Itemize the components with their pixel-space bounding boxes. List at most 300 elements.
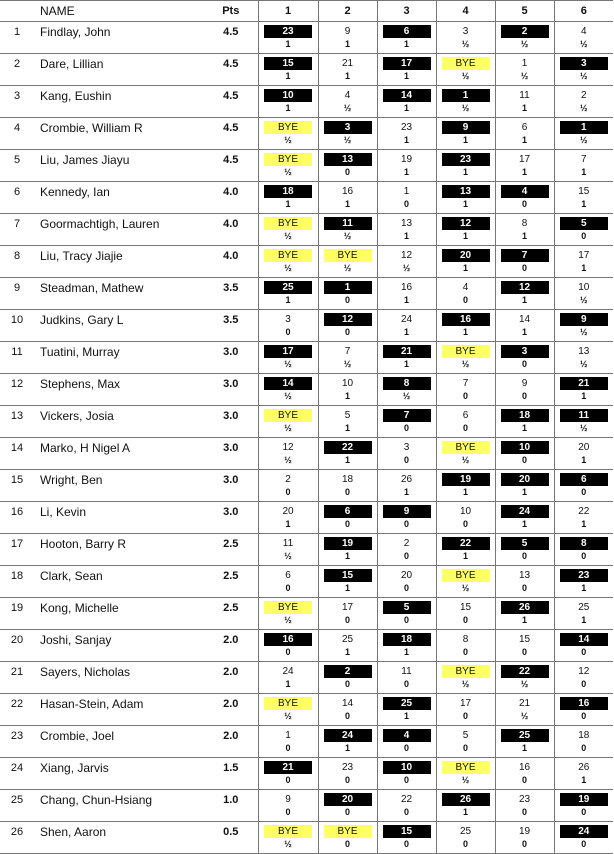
round-score: 1 [344,71,350,81]
player-name: Hasan-Stein, Adam [34,694,204,726]
round-score: 0 [403,423,409,433]
round-cell [318,182,377,214]
player-points: 3.5 [204,278,258,310]
round-score: 0 [403,199,409,209]
player-number: 25 [0,790,34,822]
opponent-number: 3 [560,57,608,70]
header-round-5: 5 [495,1,554,22]
round-score: 0 [403,775,409,785]
round-cell [495,534,554,566]
player-number: 21 [0,662,34,694]
player-row [0,662,613,694]
round-score: ½ [579,327,588,337]
player-number: 22 [0,694,34,726]
player-row [0,406,613,438]
bye-marker: BYE [264,249,312,262]
round-cell [495,182,554,214]
round-score: 1 [462,199,468,209]
opponent-number: 6 [383,25,431,38]
bye-marker: BYE [442,569,490,582]
opponent-number: 24 [324,729,372,742]
round-cell [377,758,436,790]
opponent-number: 23 [518,794,531,805]
opponent-number: 17 [383,57,431,70]
opponent-number: 15 [324,569,372,582]
opponent-number: 15 [383,825,431,838]
round-score: 0 [285,487,291,497]
round-cell [495,342,554,374]
round-score: 0 [581,839,587,849]
round-cell [258,214,318,246]
round-cell [554,214,613,246]
player-name: Crombie, Joel [34,726,204,758]
round-cell [258,54,318,86]
opponent-number: 12 [282,442,294,453]
opponent-number: 16 [442,313,490,326]
round-cell [258,758,318,790]
player-points: 4.0 [204,182,258,214]
bye-marker: BYE [442,761,490,774]
opponent-number: 22 [324,441,372,454]
opponent-number: 21 [560,377,608,390]
round-score: 1 [403,711,409,721]
player-points: 4.5 [204,86,258,118]
round-score: ½ [520,679,529,689]
opponent-number: 2 [403,538,410,549]
round-score: 0 [521,455,527,465]
opponent-number: 16 [341,186,354,197]
opponent-number: 10 [459,506,472,517]
player-name: Xiang, Jarvis [34,758,204,790]
header-round-4: 4 [436,1,495,22]
opponent-number: 26 [400,474,413,485]
opponent-number: 22 [400,794,413,805]
opponent-number: 19 [442,473,490,486]
round-cell [258,502,318,534]
round-score: 0 [344,167,350,177]
round-score: ½ [461,583,470,593]
opponent-number: 10 [264,89,312,102]
round-score: ½ [520,71,529,81]
opponent-number: 22 [442,537,490,550]
opponent-number: 15 [264,57,312,70]
round-cell [318,662,377,694]
round-score: 0 [581,679,587,689]
opponent-number: 19 [324,537,372,550]
player-row [0,470,613,502]
round-score: 1 [285,519,291,529]
round-score: 0 [581,551,587,561]
round-cell [436,182,495,214]
opponent-number: 7 [580,154,587,165]
round-cell [554,406,613,438]
round-score: 1 [344,455,350,465]
round-cell [377,342,436,374]
round-cell [554,534,613,566]
round-cell [554,502,613,534]
round-cell [318,598,377,630]
player-name: Shen, Aaron [34,822,204,854]
round-score: 1 [344,423,350,433]
opponent-number: 16 [400,282,413,293]
opponent-number: 13 [400,218,413,229]
opponent-number: 24 [400,314,413,325]
player-number: 19 [0,598,34,630]
round-cell [554,822,613,854]
round-score: ½ [461,679,470,689]
round-cell [554,54,613,86]
round-cell [554,694,613,726]
round-cell [258,630,318,662]
round-cell [495,214,554,246]
header-round-1: 1 [258,1,318,22]
round-score: ½ [284,263,292,273]
opponent-number: 7 [462,378,469,389]
round-cell [495,406,554,438]
round-cell [436,438,495,470]
round-cell [377,150,436,182]
round-score: 1 [285,199,291,209]
opponent-number: 17 [578,250,590,261]
round-cell [436,310,495,342]
player-points: 2.5 [204,598,258,630]
round-cell [495,790,554,822]
round-cell [554,438,613,470]
round-cell [377,694,436,726]
round-score: ½ [343,359,352,369]
opponent-number: 8 [383,377,431,390]
opponent-number: 19 [400,154,413,165]
opponent-number: 11 [560,409,608,422]
opponent-number: 20 [324,793,372,806]
round-score: 0 [462,647,468,657]
opponent-number: 4 [344,90,351,101]
opponent-number: 15 [459,602,472,613]
round-cell [258,86,318,118]
round-score: ½ [284,423,292,433]
round-cell [318,502,377,534]
opponent-number: 1 [285,730,291,741]
round-score: 0 [403,455,409,465]
round-cell [258,342,318,374]
round-score: 0 [581,743,587,753]
player-row [0,118,613,150]
opponent-number: 4 [580,26,587,37]
round-cell [554,726,613,758]
player-row [0,374,613,406]
opponent-number: 11 [324,217,372,230]
player-number: 4 [0,118,34,150]
round-score: 0 [521,839,527,849]
header-round-6: 6 [554,1,613,22]
round-cell [377,662,436,694]
round-score: 0 [344,807,350,817]
round-cell [377,278,436,310]
round-cell [377,598,436,630]
round-cell [554,278,613,310]
opponent-number: 5 [560,217,608,230]
round-score: 1 [403,103,409,113]
round-score: 0 [403,519,409,529]
round-cell [436,150,495,182]
opponent-number: 17 [264,345,312,358]
opponent-number: 21 [341,58,354,69]
round-score: 0 [581,647,587,657]
opponent-number: 26 [578,762,590,773]
round-score: 1 [581,455,587,465]
round-score: 1 [581,615,587,625]
round-score: 0 [462,743,468,753]
player-points: 4.5 [204,118,258,150]
round-score: 1 [344,743,350,753]
opponent-number: 11 [519,90,530,101]
round-cell [495,502,554,534]
player-row [0,438,613,470]
round-cell [495,630,554,662]
round-cell [495,246,554,278]
opponent-number: 3 [403,442,410,453]
round-cell [436,374,495,406]
player-row [0,22,613,54]
round-cell [436,86,495,118]
player-number: 6 [0,182,34,214]
round-cell [377,310,436,342]
round-score: 0 [462,519,468,529]
opponent-number: 2 [285,474,291,485]
round-cell [318,566,377,598]
player-points: 4.5 [204,150,258,182]
opponent-number: 9 [344,26,351,37]
round-score: 0 [462,711,468,721]
round-score: 1 [285,295,291,305]
player-number: 13 [0,406,34,438]
round-score: ½ [579,71,588,81]
opponent-number: 1 [521,58,528,69]
bye-marker: BYE [442,665,490,678]
player-name: Hooton, Barry R [34,534,204,566]
round-score: 0 [403,743,409,753]
round-score: 1 [462,327,468,337]
opponent-number: 21 [264,761,312,774]
bye-marker: BYE [442,441,490,454]
round-cell [436,342,495,374]
round-cell [258,22,318,54]
round-cell [436,566,495,598]
round-score: ½ [579,423,588,433]
round-cell [495,726,554,758]
round-cell [436,54,495,86]
round-score: ½ [284,615,292,625]
player-name: Vickers, Josia [34,406,204,438]
round-score: 0 [344,839,350,849]
header-round-2: 2 [318,1,377,22]
player-points: 1.5 [204,758,258,790]
round-score: ½ [579,103,588,113]
player-points: 2.0 [204,662,258,694]
round-score: 1 [462,487,468,497]
round-cell [436,822,495,854]
round-score: 0 [403,551,409,561]
round-cell [436,214,495,246]
round-cell [258,278,318,310]
round-cell [377,790,436,822]
round-score: 1 [462,551,468,561]
player-row [0,86,613,118]
player-row [0,758,613,790]
round-score: 1 [581,167,587,177]
round-score: 0 [344,615,350,625]
round-score: ½ [461,103,470,113]
opponent-number: 24 [501,505,549,518]
round-cell [554,630,613,662]
player-name: Kennedy, Ian [34,182,204,214]
player-row [0,598,613,630]
round-cell [258,246,318,278]
round-score: 1 [403,327,409,337]
round-score: 0 [285,775,291,785]
round-cell [377,438,436,470]
round-score: ½ [284,391,292,401]
round-score: ½ [402,263,411,273]
player-number: 5 [0,150,34,182]
player-number: 18 [0,566,34,598]
opponent-number: 17 [341,602,354,613]
round-score: ½ [284,455,292,465]
round-score: 1 [581,263,587,273]
round-score: 0 [462,295,468,305]
round-cell [495,22,554,54]
round-score: ½ [284,135,292,145]
opponent-number: 14 [264,377,312,390]
round-score: 1 [403,135,409,145]
player-number: 2 [0,54,34,86]
round-cell [258,822,318,854]
opponent-number: 13 [324,153,372,166]
round-score: 0 [581,711,587,721]
opponent-number: 16 [264,633,312,646]
opponent-number: 23 [400,122,413,133]
round-score: ½ [402,391,411,401]
round-score: 0 [285,647,291,657]
round-cell [377,374,436,406]
opponent-number: 10 [341,378,354,389]
opponent-number: 1 [442,89,490,102]
player-number: 24 [0,758,34,790]
player-number: 20 [0,630,34,662]
round-score: 1 [403,167,409,177]
opponent-number: 9 [383,505,431,518]
opponent-number: 25 [501,729,549,742]
round-cell [495,662,554,694]
round-cell [377,182,436,214]
round-score: ½ [343,103,352,113]
round-cell [495,278,554,310]
round-cell [436,598,495,630]
round-score: 1 [344,647,350,657]
round-score: 1 [521,423,527,433]
round-score: 0 [581,807,587,817]
round-cell [318,310,377,342]
round-cell [554,246,613,278]
round-cell [436,662,495,694]
opponent-number: 2 [501,25,549,38]
player-row [0,630,613,662]
player-row [0,342,613,374]
opponent-number: 4 [383,729,431,742]
round-score: 1 [344,551,350,561]
round-score: 0 [462,391,468,401]
opponent-number: 13 [518,570,531,581]
opponent-number: 18 [264,185,312,198]
round-score: ½ [284,551,292,561]
round-cell [377,86,436,118]
round-cell [377,22,436,54]
opponent-number: 21 [518,698,531,709]
round-score: 0 [462,615,468,625]
round-cell [258,438,318,470]
round-score: 1 [403,295,409,305]
round-cell [318,150,377,182]
opponent-number: 16 [518,762,531,773]
round-score: 0 [521,263,527,273]
opponent-number: 23 [264,25,312,38]
round-score: ½ [579,135,588,145]
round-score: 1 [285,103,291,113]
round-score: 0 [344,679,350,689]
round-cell [436,534,495,566]
round-score: 0 [344,711,350,721]
round-cell [554,662,613,694]
round-score: 0 [403,679,409,689]
round-score: ½ [461,71,470,81]
round-score: 0 [403,583,409,593]
round-score: ½ [343,135,352,145]
round-score: 1 [403,71,409,81]
round-cell [318,630,377,662]
round-cell [258,662,318,694]
opponent-number: 10 [578,282,590,293]
round-cell [495,694,554,726]
opponent-number: 6 [285,570,291,581]
opponent-number: 9 [560,313,608,326]
opponent-number: 20 [282,506,294,517]
round-cell [318,342,377,374]
round-cell [436,118,495,150]
player-name: Marko, H Nigel A [34,438,204,470]
round-cell [495,566,554,598]
player-name: Tuatini, Murray [34,342,204,374]
round-cell [258,118,318,150]
opponent-number: 17 [518,154,531,165]
opponent-number: 14 [518,314,531,325]
player-name: Clark, Sean [34,566,204,598]
round-cell [258,534,318,566]
round-score: ½ [579,39,588,49]
round-cell [318,726,377,758]
round-cell [258,150,318,182]
opponent-number: 7 [344,346,351,357]
opponent-number: 5 [344,410,351,421]
round-cell [495,374,554,406]
round-cell [258,694,318,726]
player-name: Kang, Eushin [34,86,204,118]
opponent-number: 22 [501,665,549,678]
bye-marker: BYE [264,825,312,838]
round-score: 1 [462,167,468,177]
round-cell [554,86,613,118]
opponent-number: 23 [341,762,354,773]
opponent-number: 25 [578,602,590,613]
